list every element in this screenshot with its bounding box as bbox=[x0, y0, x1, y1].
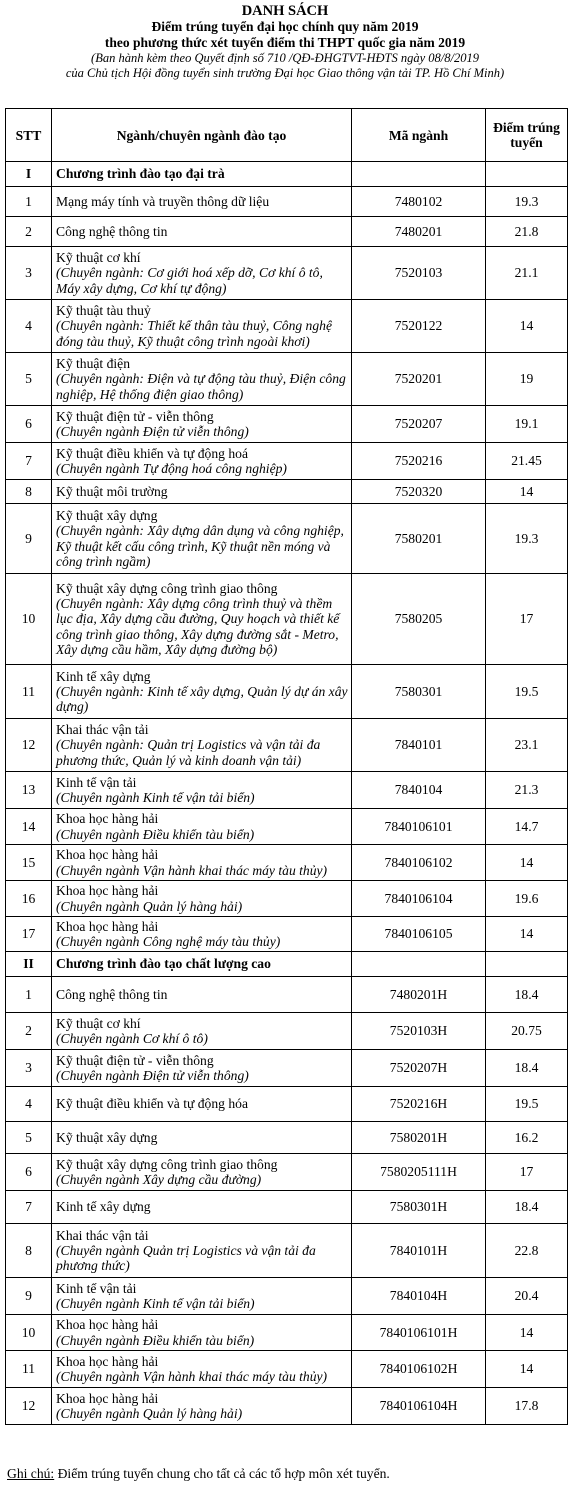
row-score: 19 bbox=[486, 353, 568, 406]
table-row bbox=[6, 1388, 568, 1425]
program-name: Kỹ thuật xây dựng công trình giao thông bbox=[56, 1156, 278, 1172]
row-program bbox=[52, 1087, 352, 1122]
table-row bbox=[6, 217, 568, 247]
row-stt: 12 bbox=[6, 1388, 52, 1425]
program-name: Kỹ thuật điện tử - viễn thông bbox=[56, 408, 214, 424]
row-code: 7840106101 bbox=[352, 809, 486, 845]
row-program bbox=[52, 1050, 352, 1087]
program-name: Khoa học hàng hải bbox=[56, 1317, 159, 1333]
row-program bbox=[52, 1278, 352, 1315]
section-score-cell bbox=[486, 952, 568, 977]
program-specialization: (Chuyên ngành Điều khiển tàu biển) bbox=[56, 826, 255, 842]
row-code: 7580301H bbox=[352, 1191, 486, 1224]
table-row bbox=[6, 1050, 568, 1087]
program-specialization: (Chuyên ngành Cơ khí ô tô) bbox=[56, 1031, 208, 1046]
program-specialization: (Chuyên ngành Điện tử viễn thông) bbox=[56, 424, 249, 439]
decision-reference-line-1: (Ban hành kèm theo Quyết định số 710 /QĐ-ĐHGTVT-HĐTS ngày 08/8/2019 bbox=[91, 51, 479, 65]
row-program bbox=[52, 1013, 352, 1050]
row-stt: 12 bbox=[6, 719, 52, 772]
program-name: Khai thác vận tải bbox=[56, 1227, 149, 1243]
section-title: Chương trình đào tạo chất lượng cao bbox=[52, 952, 352, 977]
table-row bbox=[6, 300, 568, 353]
row-stt: 3 bbox=[6, 1050, 52, 1087]
row-program bbox=[52, 1191, 352, 1224]
row-stt: 15 bbox=[6, 845, 52, 881]
program-specialization: (Chuyên ngành Quản lý hàng hải) bbox=[56, 898, 243, 914]
row-program bbox=[52, 1224, 352, 1278]
program-name: Khoa học hàng hải bbox=[56, 1353, 159, 1369]
section-numeral: II bbox=[6, 952, 52, 977]
row-stt: 1 bbox=[6, 187, 52, 217]
row-program bbox=[52, 443, 352, 480]
row-code: 7520216 bbox=[352, 443, 486, 480]
table-row bbox=[6, 187, 568, 217]
row-code: 7520320 bbox=[352, 480, 486, 504]
table-row bbox=[6, 665, 568, 719]
program-specialization: (Chuyên ngành: Thiết kế thân tàu thuỷ, Công nghệ đóng tàu thuỷ, Kỹ thuật công trình ngoài khơi) bbox=[56, 318, 332, 349]
column-header-code: Mã ngành bbox=[352, 109, 486, 162]
table-row bbox=[6, 719, 568, 772]
program-specialization: (Chuyên ngành: Xây dựng công trình thuỷ và thềm lục địa, Xây dựng cầu đường, Quy hoạch và thiết kế công trình giao thông, Xây dựng đường sắt - Metro, Xây dựng cầu hầm, Xây dựng đường bộ) bbox=[56, 596, 340, 657]
document-subtitle-line-2: theo phương thức xét tuyển điểm thi THPT quốc gia năm 2019 bbox=[104, 35, 466, 50]
program-name: Khoa học hàng hải bbox=[56, 1390, 159, 1406]
program-name: Kỹ thuật tàu thuỷ bbox=[56, 303, 151, 319]
table-row bbox=[6, 772, 568, 809]
row-stt: 14 bbox=[6, 809, 52, 845]
program-name: Kỹ thuật xây dựng công trình giao thông bbox=[56, 580, 278, 596]
row-score: 17.8 bbox=[486, 1388, 568, 1425]
row-stt: 9 bbox=[6, 1278, 52, 1315]
row-stt: 5 bbox=[6, 353, 52, 406]
program-name: Kỹ thuật điều khiển và tự động hóa bbox=[56, 1096, 248, 1112]
program-specialization: (Chuyên ngành Công nghệ máy tàu thủy) bbox=[56, 934, 281, 949]
row-score: 18.4 bbox=[486, 1191, 568, 1224]
program-name: Kinh tế xây dựng bbox=[56, 668, 151, 684]
table-row bbox=[6, 1087, 568, 1122]
program-name: Kỹ thuật xây dựng bbox=[56, 507, 158, 523]
row-score: 21.3 bbox=[486, 772, 568, 809]
table-row bbox=[6, 977, 568, 1013]
program-specialization: (Chuyên ngành Quản lý hàng hải) bbox=[56, 1406, 243, 1421]
row-code: 7580205111H bbox=[352, 1154, 486, 1191]
program-specialization: (Chuyên ngành Kinh tế vận tải biển) bbox=[56, 1296, 255, 1311]
section-code-cell bbox=[352, 162, 486, 187]
program-name: Khoa học hàng hải bbox=[56, 883, 159, 899]
column-header-program: Ngành/chuyên ngành đào tạo bbox=[52, 109, 352, 162]
row-code: 7520207H bbox=[352, 1050, 486, 1087]
decision-reference-line-2: của Chủ tịch Hội đồng tuyển sinh trường Đại học Giao thông vận tải TP. Hồ Chí Minh) bbox=[65, 66, 505, 80]
row-code: 7840106101H bbox=[352, 1315, 486, 1351]
program-name: Khoa học hàng hải bbox=[56, 811, 159, 827]
row-stt: 13 bbox=[6, 772, 52, 809]
row-code: 7580205 bbox=[352, 574, 486, 665]
row-code: 7840106102 bbox=[352, 845, 486, 881]
program-specialization: (Chuyên ngành Điều khiển tàu biển) bbox=[56, 1332, 255, 1348]
row-score: 14 bbox=[486, 300, 568, 353]
program-name: Kỹ thuật cơ khí bbox=[56, 1015, 141, 1031]
row-program bbox=[52, 1388, 352, 1425]
table-row bbox=[6, 1154, 568, 1191]
program-specialization: (Chuyên ngành: Điện và tự động tàu thuỷ, Điện công nghiệp, Hệ thống điện giao thông) bbox=[56, 371, 346, 402]
document-title: DANH SÁCH bbox=[241, 3, 329, 19]
row-score: 21.8 bbox=[486, 217, 568, 247]
row-code: 7840106105 bbox=[352, 917, 486, 952]
program-specialization: (Chuyên ngành: Xây dựng dân dụng và công nghiệp, Kỹ thuật kết cấu công trình, Kỹ thuật nền móng và công trình ngầm) bbox=[56, 523, 344, 569]
row-stt: 1 bbox=[6, 977, 52, 1013]
row-code: 7840104H bbox=[352, 1278, 486, 1315]
program-specialization: (Chuyên ngành Quản trị Logistics và vận tải đa phương thức) bbox=[56, 1242, 316, 1274]
program-name: Kỹ thuật điện tử - viễn thông bbox=[56, 1052, 214, 1068]
row-code: 7480201 bbox=[352, 217, 486, 247]
row-stt: 5 bbox=[6, 1122, 52, 1154]
row-stt: 10 bbox=[6, 1315, 52, 1351]
program-name: Kỹ thuật môi trường bbox=[56, 483, 168, 499]
table-row bbox=[6, 574, 568, 665]
program-specialization: (Chuyên ngành: Cơ giới hoá xếp dỡ, Cơ khí ô tô, Máy xây dựng, Cơ khí tự động) bbox=[56, 265, 323, 296]
program-name: Kinh tế vận tải bbox=[56, 774, 137, 790]
row-stt: 8 bbox=[6, 1224, 52, 1278]
table-row bbox=[6, 443, 568, 480]
program-specialization: (Chuyên ngành: Kinh tế xây dựng, Quản lý dự án xây dựng) bbox=[56, 683, 348, 715]
document-header bbox=[0, 0, 570, 81]
row-program bbox=[52, 1122, 352, 1154]
row-score: 21.45 bbox=[486, 443, 568, 480]
row-score: 14 bbox=[486, 845, 568, 881]
row-program bbox=[52, 247, 352, 300]
program-name: Kinh tế vận tải bbox=[56, 1280, 137, 1296]
row-code: 7840101H bbox=[352, 1224, 486, 1278]
row-program bbox=[52, 187, 352, 217]
table-row bbox=[6, 1351, 568, 1388]
row-score: 14 bbox=[486, 480, 568, 504]
row-program bbox=[52, 406, 352, 443]
section-code-cell bbox=[352, 952, 486, 977]
row-program bbox=[52, 1154, 352, 1191]
section-score-cell bbox=[486, 162, 568, 187]
row-program bbox=[52, 809, 352, 845]
section-row bbox=[6, 952, 568, 977]
footnote-text: Điểm trúng tuyển chung cho tất cả các tổ hợp môn xét tuyển. bbox=[54, 1466, 390, 1481]
row-score: 14 bbox=[486, 917, 568, 952]
program-name: Mạng máy tính và truyền thông dữ liệu bbox=[56, 193, 270, 209]
table-row bbox=[6, 881, 568, 917]
row-score: 17 bbox=[486, 1154, 568, 1191]
row-code: 7520207 bbox=[352, 406, 486, 443]
program-specialization: (Chuyên ngành Điện tử viễn thông) bbox=[56, 1068, 249, 1083]
row-score: 22.8 bbox=[486, 1224, 568, 1278]
row-program bbox=[52, 977, 352, 1013]
program-specialization: (Chuyên ngành Kinh tế vận tải biển) bbox=[56, 790, 255, 805]
row-score: 19.3 bbox=[486, 187, 568, 217]
program-name: Kinh tế xây dựng bbox=[56, 1199, 151, 1215]
row-program bbox=[52, 719, 352, 772]
row-stt: 10 bbox=[6, 574, 52, 665]
table-row bbox=[6, 1315, 568, 1351]
row-stt: 2 bbox=[6, 217, 52, 247]
row-code: 7840106102H bbox=[352, 1351, 486, 1388]
row-stt: 7 bbox=[6, 443, 52, 480]
column-header-score: Điểm trúng tuyển bbox=[486, 109, 568, 162]
row-code: 7580301 bbox=[352, 665, 486, 719]
program-name: Khoa học hàng hải bbox=[56, 918, 159, 934]
row-code: 7520122 bbox=[352, 300, 486, 353]
row-stt: 11 bbox=[6, 665, 52, 719]
row-stt: 2 bbox=[6, 1013, 52, 1050]
row-program bbox=[52, 917, 352, 952]
row-code: 7520103H bbox=[352, 1013, 486, 1050]
row-code: 7520201 bbox=[352, 353, 486, 406]
row-program bbox=[52, 665, 352, 719]
row-stt: 6 bbox=[6, 406, 52, 443]
row-program bbox=[52, 574, 352, 665]
row-score: 19.5 bbox=[486, 1087, 568, 1122]
program-specialization: (Chuyên ngành Xây dựng cầu đường) bbox=[56, 1172, 262, 1187]
document-subtitle-line-1: Điểm trúng tuyển đại học chính quy năm 2019 bbox=[151, 19, 419, 34]
row-score: 14 bbox=[486, 1315, 568, 1351]
program-name: Khoa học hàng hải bbox=[56, 847, 159, 863]
footnote bbox=[7, 1466, 390, 1482]
row-stt: 17 bbox=[6, 917, 52, 952]
section-title: Chương trình đào tạo đại trà bbox=[52, 162, 352, 187]
footnote-label: Ghi chú: bbox=[7, 1466, 55, 1481]
row-score: 18.4 bbox=[486, 1050, 568, 1087]
row-code: 7840104 bbox=[352, 772, 486, 809]
row-stt: 3 bbox=[6, 247, 52, 300]
table-row bbox=[6, 1278, 568, 1315]
row-program bbox=[52, 353, 352, 406]
program-name: Công nghệ thông tin bbox=[56, 223, 168, 239]
row-stt: 16 bbox=[6, 881, 52, 917]
table-body bbox=[6, 162, 568, 1425]
program-name: Khai thác vận tải bbox=[56, 722, 149, 738]
table-header-row bbox=[6, 109, 568, 162]
table-row bbox=[6, 406, 568, 443]
row-code: 7840101 bbox=[352, 719, 486, 772]
table-row bbox=[6, 353, 568, 406]
column-header-stt: STT bbox=[6, 109, 52, 162]
row-score: 14 bbox=[486, 1351, 568, 1388]
row-program bbox=[52, 1315, 352, 1351]
row-program bbox=[52, 881, 352, 917]
table-row bbox=[6, 247, 568, 300]
row-score: 20.4 bbox=[486, 1278, 568, 1315]
row-program bbox=[52, 480, 352, 504]
row-code: 7840106104 bbox=[352, 881, 486, 917]
row-code: 7520103 bbox=[352, 247, 486, 300]
row-score: 19.3 bbox=[486, 504, 568, 574]
table-row bbox=[6, 1013, 568, 1050]
table-row bbox=[6, 504, 568, 574]
table-row bbox=[6, 1191, 568, 1224]
row-program bbox=[52, 300, 352, 353]
table-row bbox=[6, 809, 568, 845]
table-row bbox=[6, 917, 568, 952]
row-stt: 9 bbox=[6, 504, 52, 574]
admission-scores-table bbox=[5, 108, 568, 1425]
table-row bbox=[6, 480, 568, 504]
table-row bbox=[6, 1224, 568, 1278]
row-score: 23.1 bbox=[486, 719, 568, 772]
table-row bbox=[6, 845, 568, 881]
row-score: 19.6 bbox=[486, 881, 568, 917]
program-name: Kỹ thuật điều khiển và tự động hoá bbox=[56, 445, 248, 461]
row-code: 7580201H bbox=[352, 1122, 486, 1154]
row-stt: 4 bbox=[6, 300, 52, 353]
row-score: 19.1 bbox=[486, 406, 568, 443]
row-score: 14.7 bbox=[486, 809, 568, 845]
row-program bbox=[52, 845, 352, 881]
row-score: 21.1 bbox=[486, 247, 568, 300]
row-code: 7480201H bbox=[352, 977, 486, 1013]
row-stt: 11 bbox=[6, 1351, 52, 1388]
row-program bbox=[52, 1351, 352, 1388]
row-score: 19.5 bbox=[486, 665, 568, 719]
row-code: 7520216H bbox=[352, 1087, 486, 1122]
row-score: 16.2 bbox=[486, 1122, 568, 1154]
section-numeral: I bbox=[6, 162, 52, 187]
row-stt: 6 bbox=[6, 1154, 52, 1191]
program-specialization: (Chuyên ngành Vận hành khai thác máy tàu thủy) bbox=[56, 1369, 328, 1384]
program-name: Công nghệ thông tin bbox=[56, 986, 168, 1002]
program-name: Kỹ thuật cơ khí bbox=[56, 250, 141, 266]
row-code: 7580201 bbox=[352, 504, 486, 574]
row-program bbox=[52, 504, 352, 574]
row-code: 7480102 bbox=[352, 187, 486, 217]
program-specialization: (Chuyên ngành Vận hành khai thác máy tàu thủy) bbox=[56, 862, 328, 878]
program-name: Kỹ thuật điện bbox=[56, 356, 130, 372]
row-program bbox=[52, 217, 352, 247]
program-name: Kỹ thuật xây dựng bbox=[56, 1129, 158, 1145]
row-code: 7840106104H bbox=[352, 1388, 486, 1425]
row-program bbox=[52, 772, 352, 809]
program-specialization: (Chuyên ngành Tự động hoá công nghiệp) bbox=[56, 461, 287, 476]
program-specialization: (Chuyên ngành: Quản trị Logistics và vận tải đa phương thức, Quản lý và kinh doanh vận tải) bbox=[56, 737, 321, 768]
row-stt: 7 bbox=[6, 1191, 52, 1224]
table-row bbox=[6, 1122, 568, 1154]
row-score: 20.75 bbox=[486, 1013, 568, 1050]
section-row bbox=[6, 162, 568, 187]
row-score: 18.4 bbox=[486, 977, 568, 1013]
row-score: 17 bbox=[486, 574, 568, 665]
row-stt: 8 bbox=[6, 480, 52, 504]
row-stt: 4 bbox=[6, 1087, 52, 1122]
